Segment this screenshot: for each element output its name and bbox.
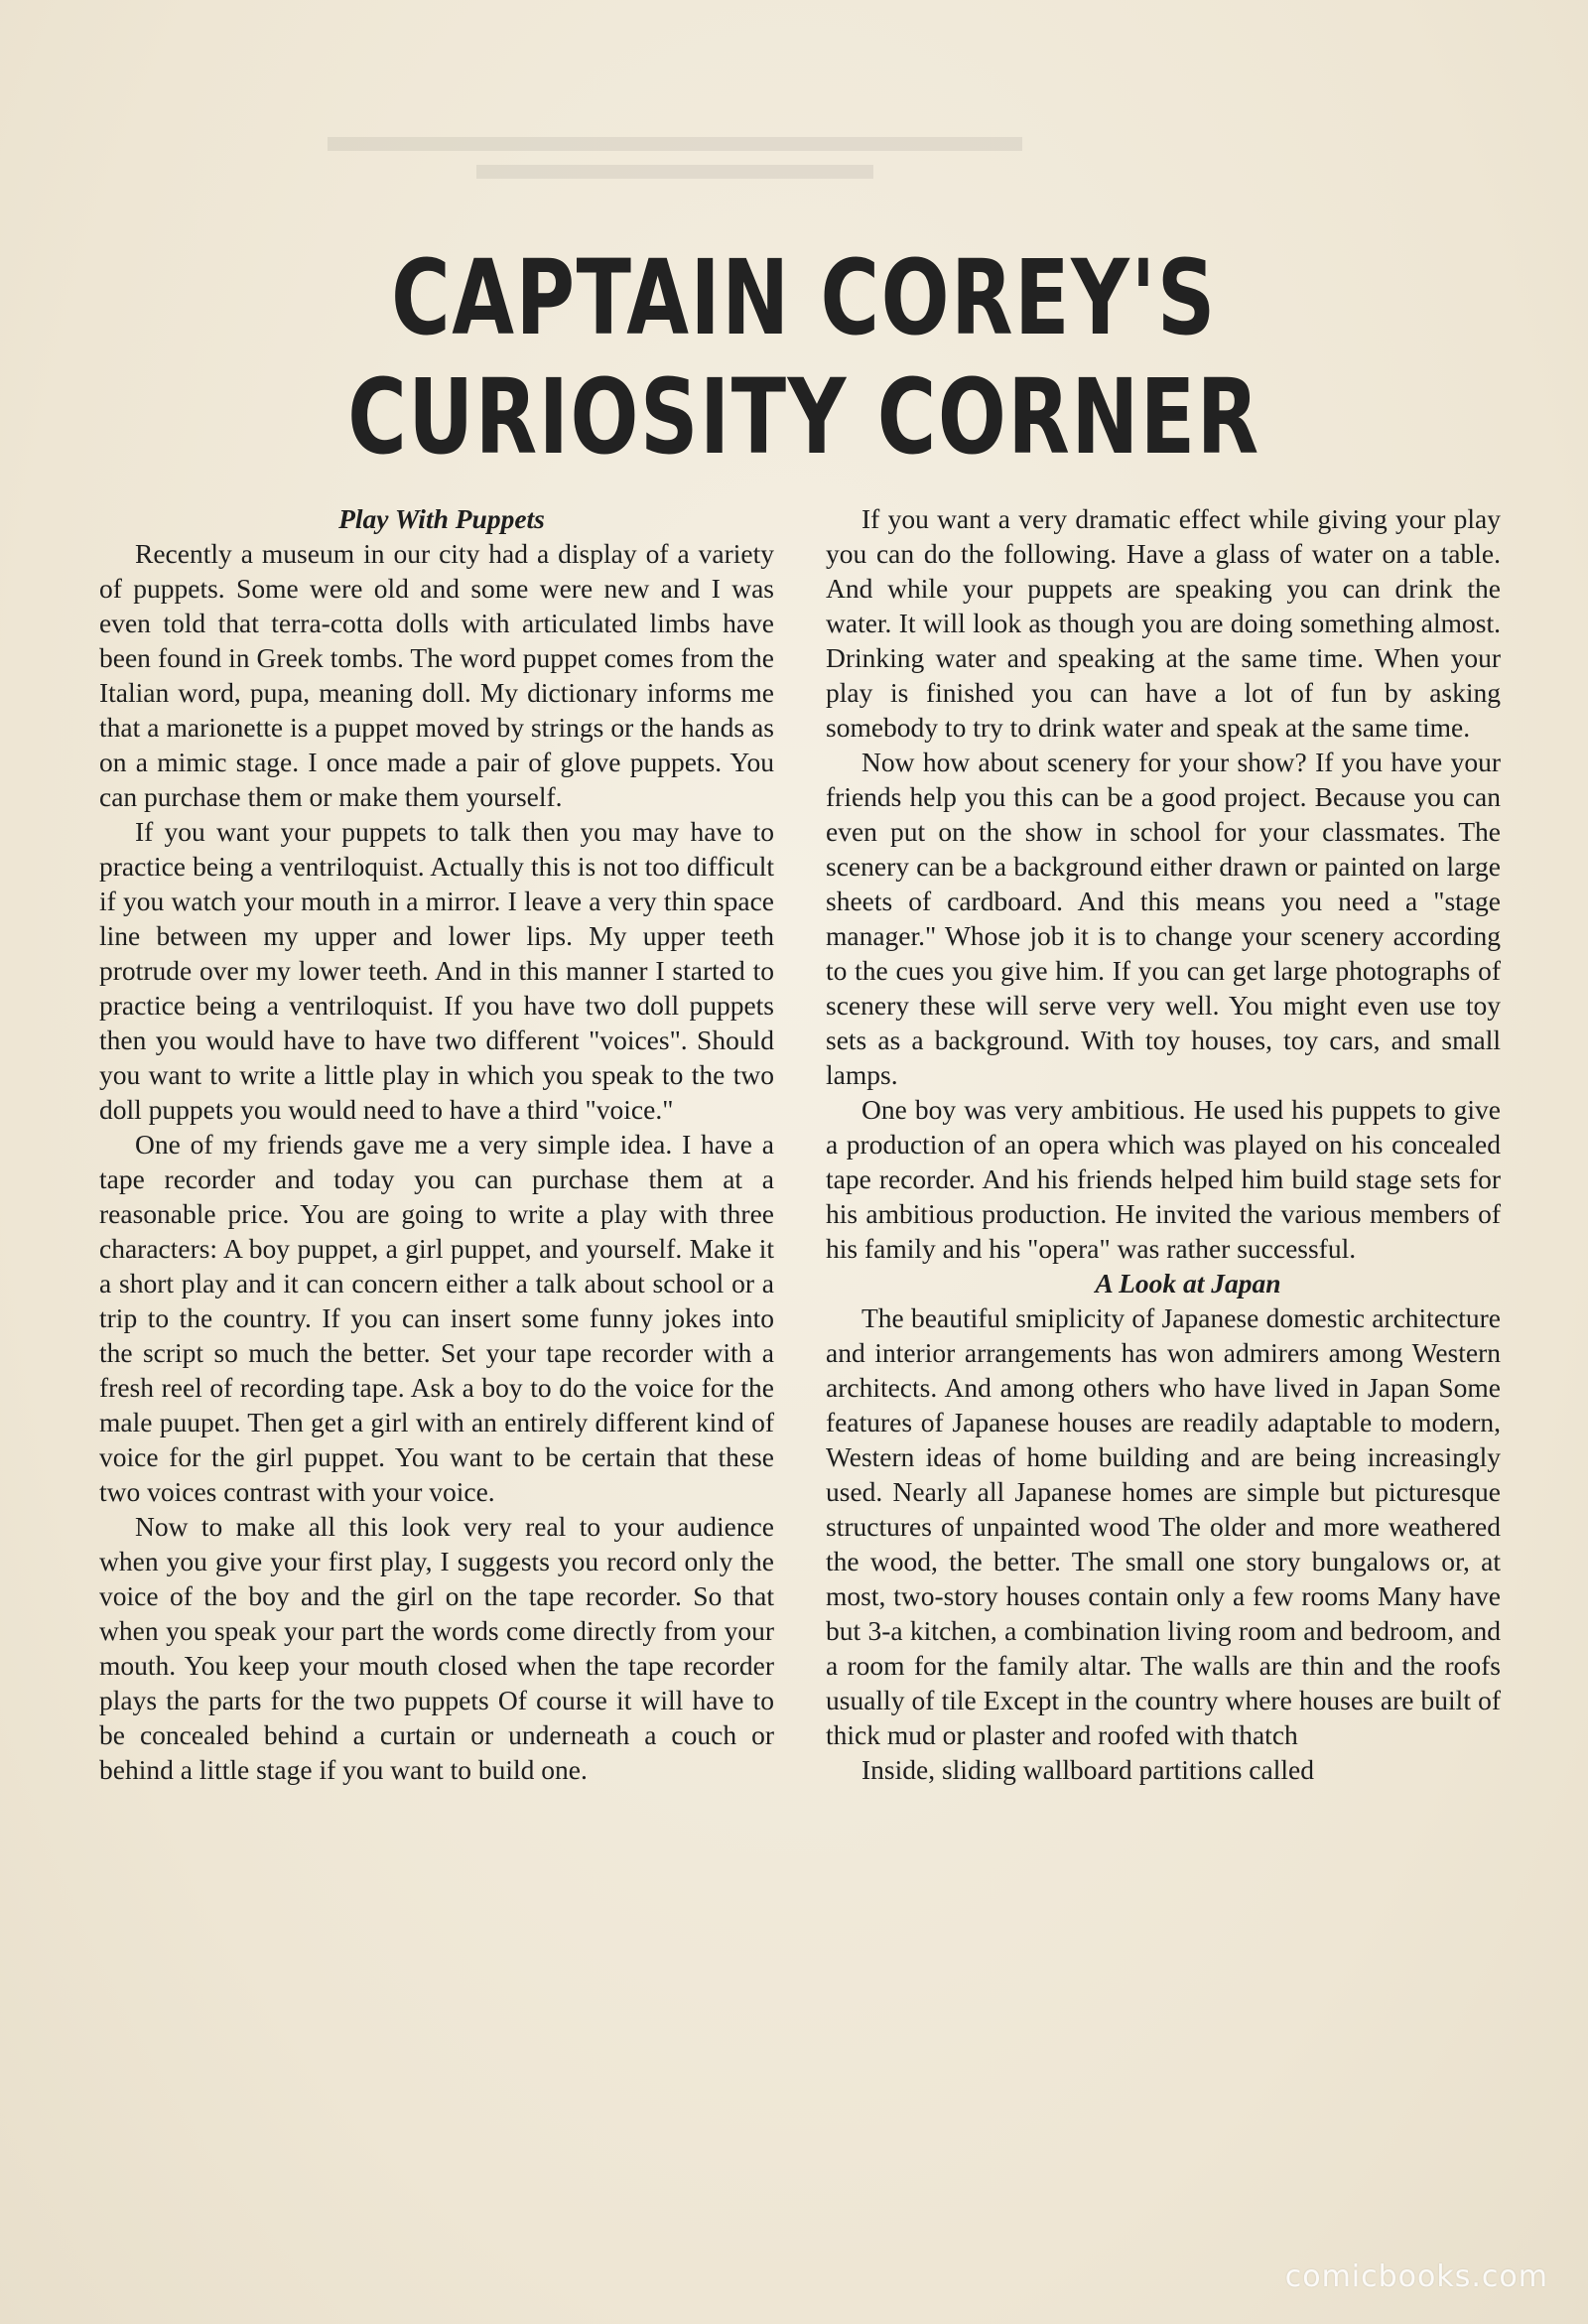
watermark: comicbooks.com (1284, 2259, 1548, 2294)
paragraph: Inside, sliding wallboard partitions called (861, 1754, 1314, 1785)
paragraph: Now how about scenery for your show? If you have your friends help you this can be a good project. Because you can even put on the show in school for your classmates. The scenery can be a background either drawn or painted on large sheets of cardboard. And this means you need a "stage manager." Whose job it is to change your scenery according to the cues you give him. If you can get large photographs of scenery these will serve very well. You might even use toy sets as a background. With toy houses, toy cars, and small lamps. (826, 747, 1501, 1090)
paragraph: If you want your puppets to talk then you may have to practice being a ventriloquist. Actually this is not too difficult if you watch your mouth in a mirror. I leave a very thin space line between my upper and lower lips. My upper teeth protrude over my lower teeth. And in this manner I started to practice being a ventriloquist. If you have two doll puppets then you would have to have two different "voices". Should you want to write a little play in which you speak to the two doll puppets you would need to have a third "voice." (99, 816, 774, 1125)
paragraph: One of my friends gave me a very simple idea. I have a tape recorder and today you can purchase them at a reasonable price. You are going to write a play with three characters: A boy puppet, a girl puppet, and yourself. Make it a short play and it can concern either a talk about school or a trip to the country. If you can insert some funny jokes into the script so much the better. Set your tape recorder with a fresh reel of recording tape. Ask a boy to do the voice for the male puupet. Then get a girl with an entirely different kind of voice for the girl puppet. You want to be certain that these two voices contrast with your voice. (99, 1129, 774, 1507)
paragraph: Recently a museum in our city had a display of a variety of puppets. Some were old and some were new and I was even told that terra-cotta dolls with articulated limbs have been found in Greek tombs. The word puppet comes from the Italian word, pupa, meaning doll. My dictionary informs me that a marionette is a puppet moved by strings or the hands as on a mimic stage. I once made a pair of glove puppets. You can purchase them or make them yourself. (99, 538, 774, 812)
paragraph: If you want a very dramatic effect while giving your play you can do the following. Have a glass of water on a table. And while your puppets are speaking you can drink the water. It will look as though you are doing something almost. Drinking water and speaking at the same time. When your play is finished you can have a lot of fun by asking somebody to try to drink water and speak at the same time. (826, 503, 1501, 743)
page-title-line-1: CAPTAIN COREY'S (391, 237, 1217, 358)
section-heading-puppets: Play With Puppets (338, 503, 545, 534)
show-through-text (328, 127, 1022, 187)
paragraph: The beautiful smiplicity of Japanese domestic architecture and interior arrangements has won admirers among Western architects. And among others who have lived in Japan Some features of Japanese houses are readily adaptable to modern, Western ideas of home building and are being increasingly used. Nearly all Japanese homes are simple but picturesque structures of unpainted wood The older and more weathered the wood, the better. The small one story bungalows or, at most, two-story houses contain only a few rooms Many have but 3-a kitchen, a combination living room and bedroom, and a room for the family altar. The walls are thin and the roofs usually of tile Except in the country where houses are built of thick mud or plaster and roofed with thatch (826, 1302, 1501, 1750)
paragraph: Now to make all this look very real to your audience when you give your first play, I suggests you record only the voice of the boy and the girl on the tape recorder. So that when you speak your part the words come directly from your mouth. You keep your mouth closed when the tape recorder plays the parts for the two puppets Of course it will have to be concealed behind a curtain or underneath a couch or behind a little stage if you want to build one. (99, 1511, 774, 1785)
left-column (99, 501, 774, 1787)
right-column (826, 501, 1501, 1787)
section-heading-japan: A Look at Japan (1095, 1268, 1281, 1299)
paragraph: One boy was very ambitious. He used his puppets to give a production of an opera which was played on his concealed tape recorder. And his friends helped him build stage sets for his ambitious production. He invited the various members of his family and his "opera" was rather successful. (826, 1094, 1501, 1264)
page-title-line-2: CURIOSITY CORNER (347, 356, 1260, 478)
